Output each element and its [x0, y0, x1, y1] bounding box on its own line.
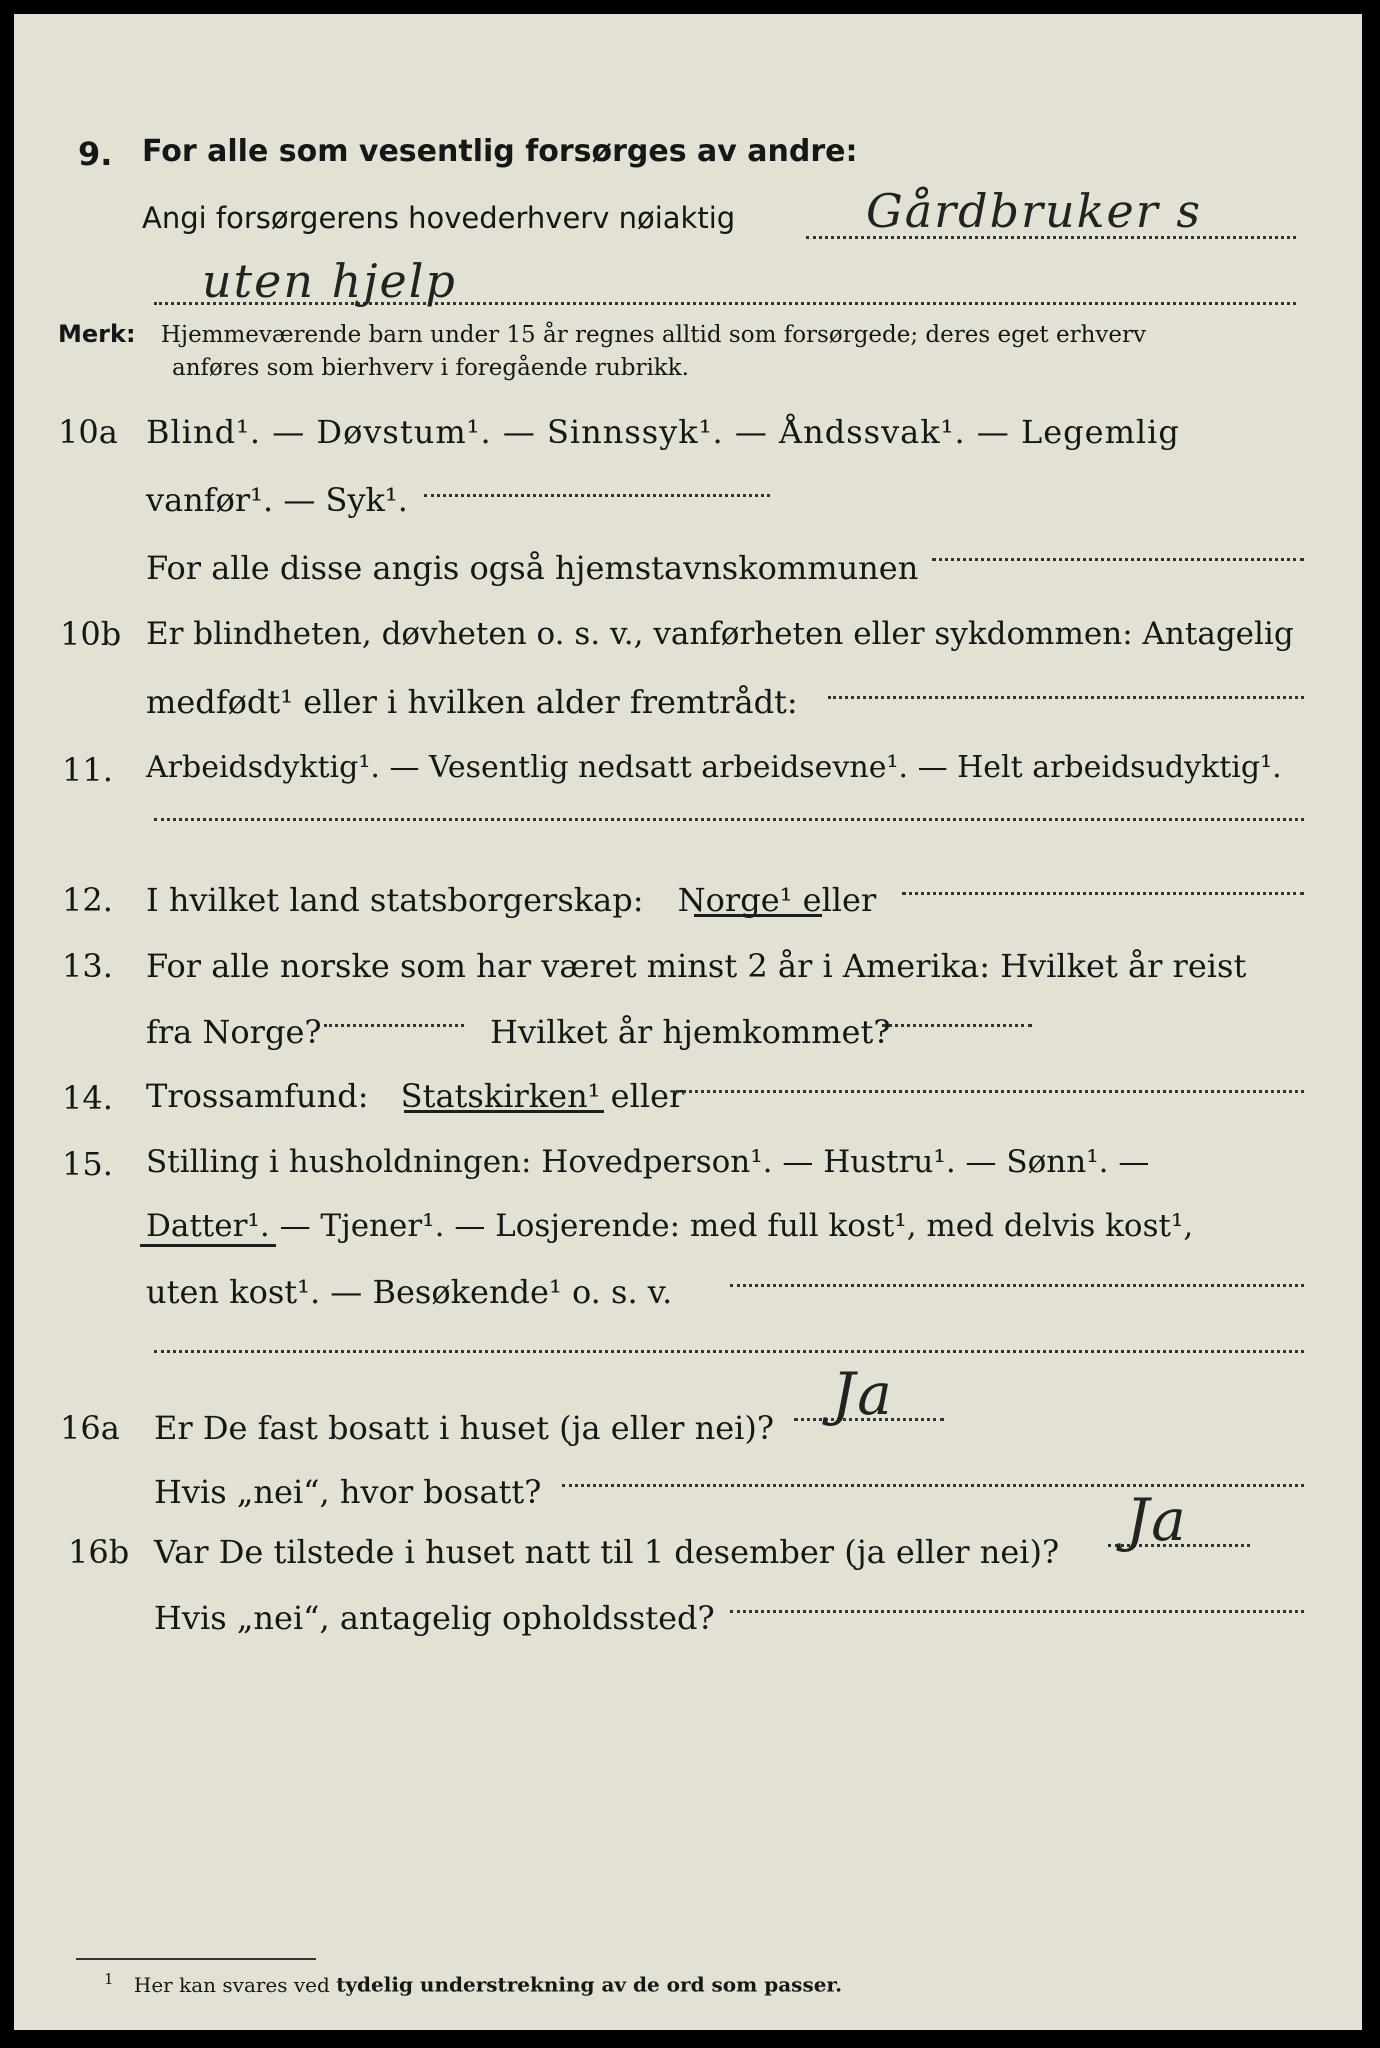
- q16b-opholdssted-line: [730, 1610, 1304, 1613]
- q13-number: 13.: [62, 947, 113, 985]
- merk-text-1: Hjemmeværende barn under 15 år regnes alltid som forsørgede; deres eget erhverv: [160, 322, 1146, 348]
- q15-option-datter: Datter¹.: [146, 1208, 270, 1244]
- q10a-line3: For alle disse angis også hjemstavnskommunen: [146, 549, 919, 587]
- q15-datter-underline: [140, 1244, 276, 1247]
- q9-line1: For alle som vesentlig forsørges av andre:: [142, 134, 858, 169]
- q14-number: 14.: [62, 1079, 113, 1117]
- q10a-line2: vanfør¹. — Syk¹.: [146, 481, 408, 519]
- q15-answer-line-2: [154, 1350, 1304, 1353]
- q12-answer-line: [902, 892, 1304, 895]
- q11-answer-line: [154, 818, 1304, 821]
- q13-line2a: fra Norge?: [146, 1013, 322, 1051]
- q16a-bosatt-line: [562, 1484, 1304, 1487]
- q16a-line2: Hvis „nei“, hvor bosatt?: [154, 1473, 542, 1511]
- q16b-line1: Var De tilstede i huset natt til 1 desember (ja eller nei)?: [154, 1533, 1060, 1571]
- census-form-page: [14, 14, 1362, 2030]
- q9-handwritten-answer-2: uten hjelp: [202, 254, 457, 308]
- q10a-line1: Blind¹. — Døvstum¹. — Sinnssyk¹. — Åndssvak¹. — Legemlig: [146, 413, 1180, 451]
- q16b-line2: Hvis „nei“, antagelig opholdssted?: [154, 1599, 715, 1637]
- q14-answer-line: [676, 1090, 1304, 1093]
- q11-number: 11.: [62, 751, 113, 789]
- q13-hjemkommet-line: [882, 1024, 1032, 1027]
- q14-text-c: eller: [610, 1077, 685, 1115]
- footnote: [104, 1970, 842, 1997]
- q10b-line1: Er blindheten, døvheten o. s. v., vanførheten eller sykdommen: Antagelig: [146, 616, 1294, 652]
- q10a-answer-line: [424, 494, 770, 497]
- q15-answer-line-1: [730, 1284, 1304, 1287]
- q9-number: 9.: [78, 135, 113, 173]
- q13-line1: For alle norske som har været minst 2 år i Amerika: Hvilket år reist: [146, 947, 1247, 985]
- q15-number: 15.: [62, 1145, 113, 1183]
- merk-note-line1: [58, 318, 1146, 351]
- merk-label: Merk:: [58, 320, 136, 348]
- q12-text-c: eller: [802, 881, 877, 919]
- q13-line2b: Hvilket år hjemkommet?: [490, 1013, 891, 1051]
- q9-line2: [142, 198, 735, 238]
- q14-statskirken-underline: [404, 1110, 604, 1113]
- q16a-handwritten-answer: Ja: [832, 1360, 894, 1428]
- q16a-number: 16a: [60, 1409, 120, 1447]
- footnote-rule: [76, 1958, 316, 1960]
- q12-number: 12.: [62, 881, 113, 919]
- q14-text-a: Trossamfund:: [146, 1077, 369, 1115]
- footnote-text-b: tydelig understrekning av de ord som passer.: [336, 1972, 843, 1997]
- q16b-handwritten-answer: Ja: [1126, 1486, 1188, 1554]
- q16b-number: 16b: [68, 1533, 130, 1571]
- q10b-answer-line: [828, 696, 1304, 699]
- q15-line2-text: — Tjener¹. — Losjerende: med full kost¹, med delvis kost¹,: [279, 1208, 1194, 1244]
- q14-option-statskirken: Statskirken¹: [400, 1077, 601, 1115]
- q12-option-norge: Norge¹: [677, 881, 793, 919]
- q9-line2-text: Angi forsørgerens hovederhverv nøiaktig: [142, 201, 736, 235]
- q10a-number: 10a: [58, 413, 118, 451]
- q15-line1: Stilling i husholdningen: Hovedperson¹. — Hustru¹. — Sønn¹. —: [146, 1144, 1150, 1180]
- q10b-number: 10b: [60, 615, 122, 653]
- q11-line1: Arbeidsdyktig¹. — Vesentlig nedsatt arbeidsevne¹. — Helt arbeidsudyktig¹.: [146, 750, 1282, 785]
- q10b-line2: medfødt¹ eller i hvilken alder fremtrådt:: [146, 683, 798, 721]
- q15-line2: [146, 1206, 1193, 1246]
- merk-note-line2: anføres som bierhverv i foregående rubrikk.: [172, 355, 689, 381]
- q13-reist-line: [324, 1024, 464, 1027]
- q12-text-a: I hvilket land statsborgerskap:: [146, 881, 644, 919]
- q12-norge-underline: [694, 914, 822, 917]
- q9-handwritten-answer-1: Gårdbruker s: [866, 184, 1202, 238]
- q10a-hjemstavn-line: [932, 558, 1304, 561]
- q15-line3: uten kost¹. — Besøkende¹ o. s. v.: [146, 1273, 673, 1311]
- footnote-mark: 1: [104, 1970, 114, 1988]
- q16a-line1: Er De fast bosatt i huset (ja eller nei)?: [154, 1409, 775, 1447]
- footnote-text-a: Her kan svares ved: [133, 1972, 330, 1997]
